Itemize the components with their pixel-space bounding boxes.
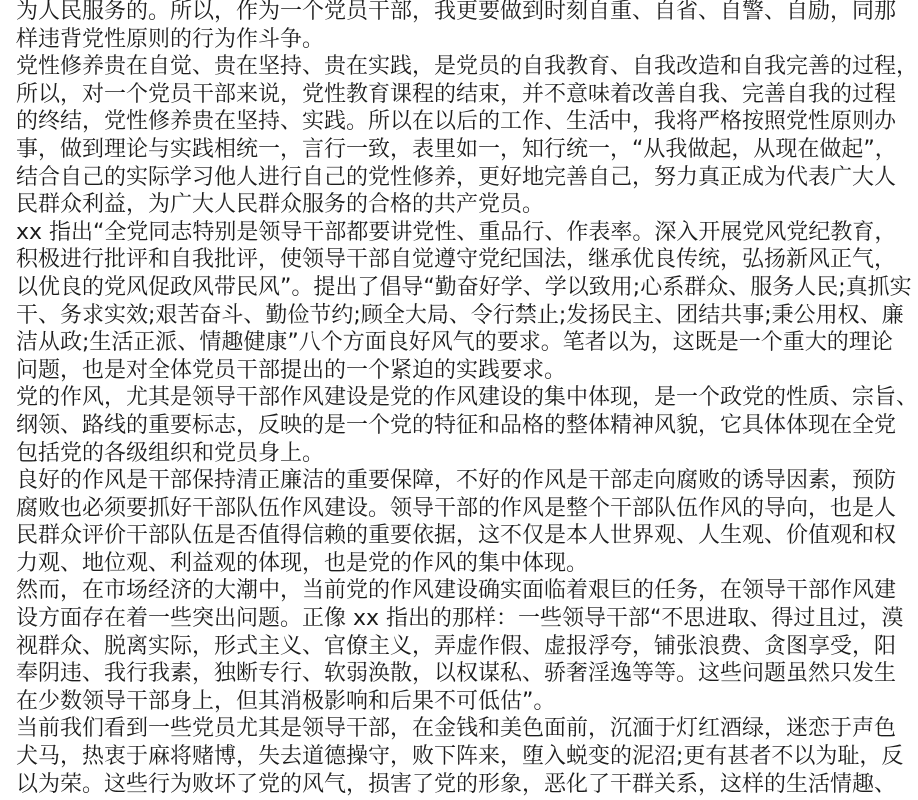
text-line: 以优良的党风促政风带民风”。提出了倡导“勤奋好学、学以致用;心系群众、服务人民;真抓实 xyxy=(16,274,912,300)
text-line: 事，做到理论与实践相统一，言行一致，表里如一，知行统一，“从我做起，从现在做起”， xyxy=(16,136,897,162)
text-line: 问题，也是对全体党员干部提出的一个紧迫的实践要求。 xyxy=(16,357,567,383)
text-line: 的终结，党性修养贵在坚持、实践。所以在以后的工作、生活中，我将严格按照党性原则办 xyxy=(16,109,897,135)
text-line: 当前我们看到一些党员尤其是领导干部，在金钱和美色面前，沉湎于灯红酒绿，迷恋于声色 xyxy=(16,716,897,742)
text-line: 视群众、脱离实际，形式主义、官僚主义，弄虚作假、虚报浮夸，铺张浪费、贪图享受，阳 xyxy=(16,633,897,659)
text-line: 样违背党性原则的行为作斗争。 xyxy=(16,26,325,52)
text-line: 设方面存在着一些突出问题。正像 xx 指出的那样：一些领导干部“不思进取、得过且过，漠 xyxy=(16,606,904,632)
text-line: 所以，对一个党员干部来说，党性教育课程的结束，并不意味着改善自我、完善自我的过程 xyxy=(16,81,897,107)
paragraph xyxy=(16,577,904,715)
text-line: 奉阴违、我行我素，独断专行、软弱涣散，以权谋私、骄奢淫逸等等。这些问题虽然只发生 xyxy=(16,661,897,687)
text-line: 腐败也必须要抓好干部队伍作风建设。领导干部的作风是整个干部队伍作风的导向，也是人 xyxy=(16,495,897,521)
text-line: xx 指出“全党同志特别是领导干部都要讲党性、重品行、作表率。深入开展党风党纪教育， xyxy=(16,219,897,245)
text-line: 民群众利益，为广大人民群众服务的合格的共产党员。 xyxy=(16,192,545,218)
text-line: 犬马，热衷于麻将赌博，失去道德操守，败下阵来，堕入蜕变的泥沼;更有甚者不以为耻，反 xyxy=(16,744,904,770)
text-line: 干、务求实效;艰苦奋斗、勤俭节约;顾全大局、令行禁止;发扬民主、团结共事;秉公用权、廉 xyxy=(16,302,904,328)
text-line: 积极进行批评和自我批评，使领导干部自觉遵守党纪国法，继承优良传统，弘扬新风正气， xyxy=(16,247,897,273)
paragraph xyxy=(16,0,897,53)
text-line: 良好的作风是干部保持清正廉洁的重要保障，不好的作风是干部走向腐败的诱导因素，预防 xyxy=(16,468,897,494)
text-line: 为人民服务的。所以，作为一个党员干部，我更要做到时刻自重、自省、自警、自励，同那 xyxy=(16,0,897,24)
document-body xyxy=(16,0,918,798)
text-line: 党的作风，尤其是领导干部作风建设是党的作风建设的集中体现，是一个政党的性质、宗旨、 xyxy=(16,385,918,411)
text-line: 洁从政;生活正派、情趣健康”八个方面良好风气的要求。笔者以为，这既是一个重大的理论 xyxy=(16,330,893,356)
text-line: 力观、地位观、利益观的体现，也是党的作风的集中体现。 xyxy=(16,550,589,576)
text-line: 在少数领导干部身上，但其消极影响和后果不可低估”。 xyxy=(16,688,556,714)
text-line: 以为荣。这些行为败坏了党的风气，损害了党的形象，恶化了干群关系，这样的生活情趣、 xyxy=(16,771,897,797)
paragraph xyxy=(16,384,918,467)
paragraph xyxy=(16,219,912,385)
text-line: 党性修养贵在自觉、贵在坚持、贵在实践，是党员的自我教育、自我改造和自我完善的过程， xyxy=(16,54,918,80)
text-line: 纲领、路线的重要标志，反映的是一个党的特征和品格的整体精神风貌，它具体体现在全党 xyxy=(16,412,897,438)
text-line: 民群众评价干部队伍是否值得信赖的重要依据，这不仅是本人世界观、人生观、价值观和权 xyxy=(16,523,897,549)
paragraph xyxy=(16,467,897,577)
paragraph xyxy=(16,53,918,219)
paragraph xyxy=(16,715,904,798)
text-line: 包括党的各级组织和党员身上。 xyxy=(16,440,325,466)
text-line: 然而，在市场经济的大潮中，当前党的作风建设确实面临着艰巨的任务，在领导干部作风建 xyxy=(16,578,897,604)
text-line: 结合自己的实际学习他人进行自己的党性修养，更好地完善自己，努力真正成为代表广大人 xyxy=(16,164,897,190)
